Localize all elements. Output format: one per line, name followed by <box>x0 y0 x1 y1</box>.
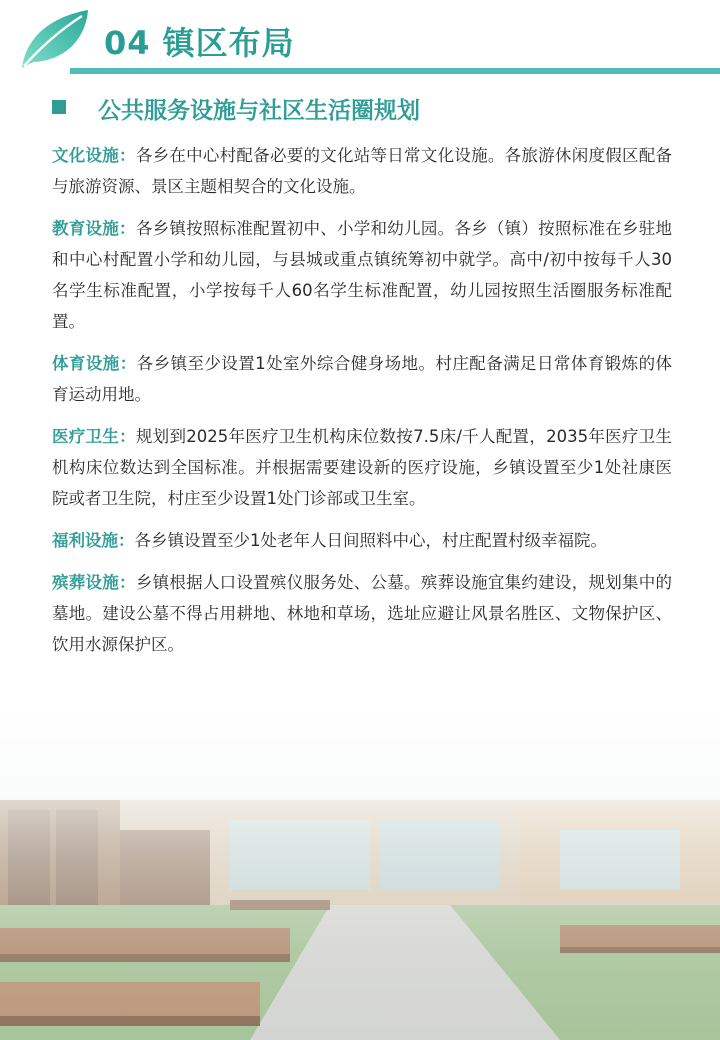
paragraph-text: 各乡镇至少设置1处室外综合健身场地。村庄配备满足日常体育锻炼的体育运动用地。 <box>52 354 673 404</box>
chapter-title: 04 镇区布局 <box>104 24 295 62</box>
background-fade-overlay <box>0 700 720 1040</box>
paragraph-medical <box>52 421 672 514</box>
paragraph-education <box>52 213 672 337</box>
paragraph-label: 医疗卫生： <box>52 427 136 446</box>
leaf-icon <box>16 6 96 72</box>
paragraph-funeral <box>52 567 672 660</box>
paragraph-text: 各乡镇按照标准配置初中、小学和幼儿园。各乡（镇）按照标准在乡驻地和中心村配置小学和幼儿园，与县城或重点镇统筹初中就学。高中/初中按每千人30名学生标准配置，小学按每千人60名学生标准配置，幼儿园按照生活圈服务标准配置。 <box>52 219 673 331</box>
paragraph-sports <box>52 348 672 410</box>
header-divider <box>70 68 720 74</box>
square-bullet-icon <box>52 100 66 114</box>
paragraph-label: 殡葬设施： <box>52 573 136 592</box>
paragraph-label: 体育设施： <box>52 354 137 373</box>
paragraph-label: 福利设施： <box>52 531 135 550</box>
page-header <box>0 0 720 80</box>
paragraph-text: 规划到2025年医疗卫生机构床位数按7.5床/千人配置，2035年医疗卫生机构床位数达到全国标准。并根据需要建设新的医疗设施，乡镇设置至少1处社康医院或者卫生院，村庄至少设置1处门诊部或卫生室。 <box>52 427 672 508</box>
body-content <box>52 140 672 671</box>
paragraph-text: 乡镇根据人口设置殡仪服务处、公墓。殡葬设施宜集约建设，规划集中的墓地。建设公墓不得占用耕地、林地和草场，选址应避让风景名胜区、文物保护区、饮用水源保护区。 <box>52 573 673 654</box>
paragraph-text: 各乡镇设置至少1处老年人日间照料中心，村庄配置村级幸福院。 <box>134 531 607 550</box>
paragraph-culture <box>52 140 672 202</box>
paragraph-text: 各乡在中心村配备必要的文化站等日常文化设施。各旅游休闲度假区配备与旅游资源、景区主题相契合的文化设施。 <box>52 146 673 196</box>
paragraph-label: 教育设施： <box>52 219 136 238</box>
paragraph-label: 文化设施： <box>52 146 136 165</box>
paragraph-welfare <box>52 525 672 556</box>
section-title: 公共服务设施与社区生活圈规划 <box>98 98 420 124</box>
